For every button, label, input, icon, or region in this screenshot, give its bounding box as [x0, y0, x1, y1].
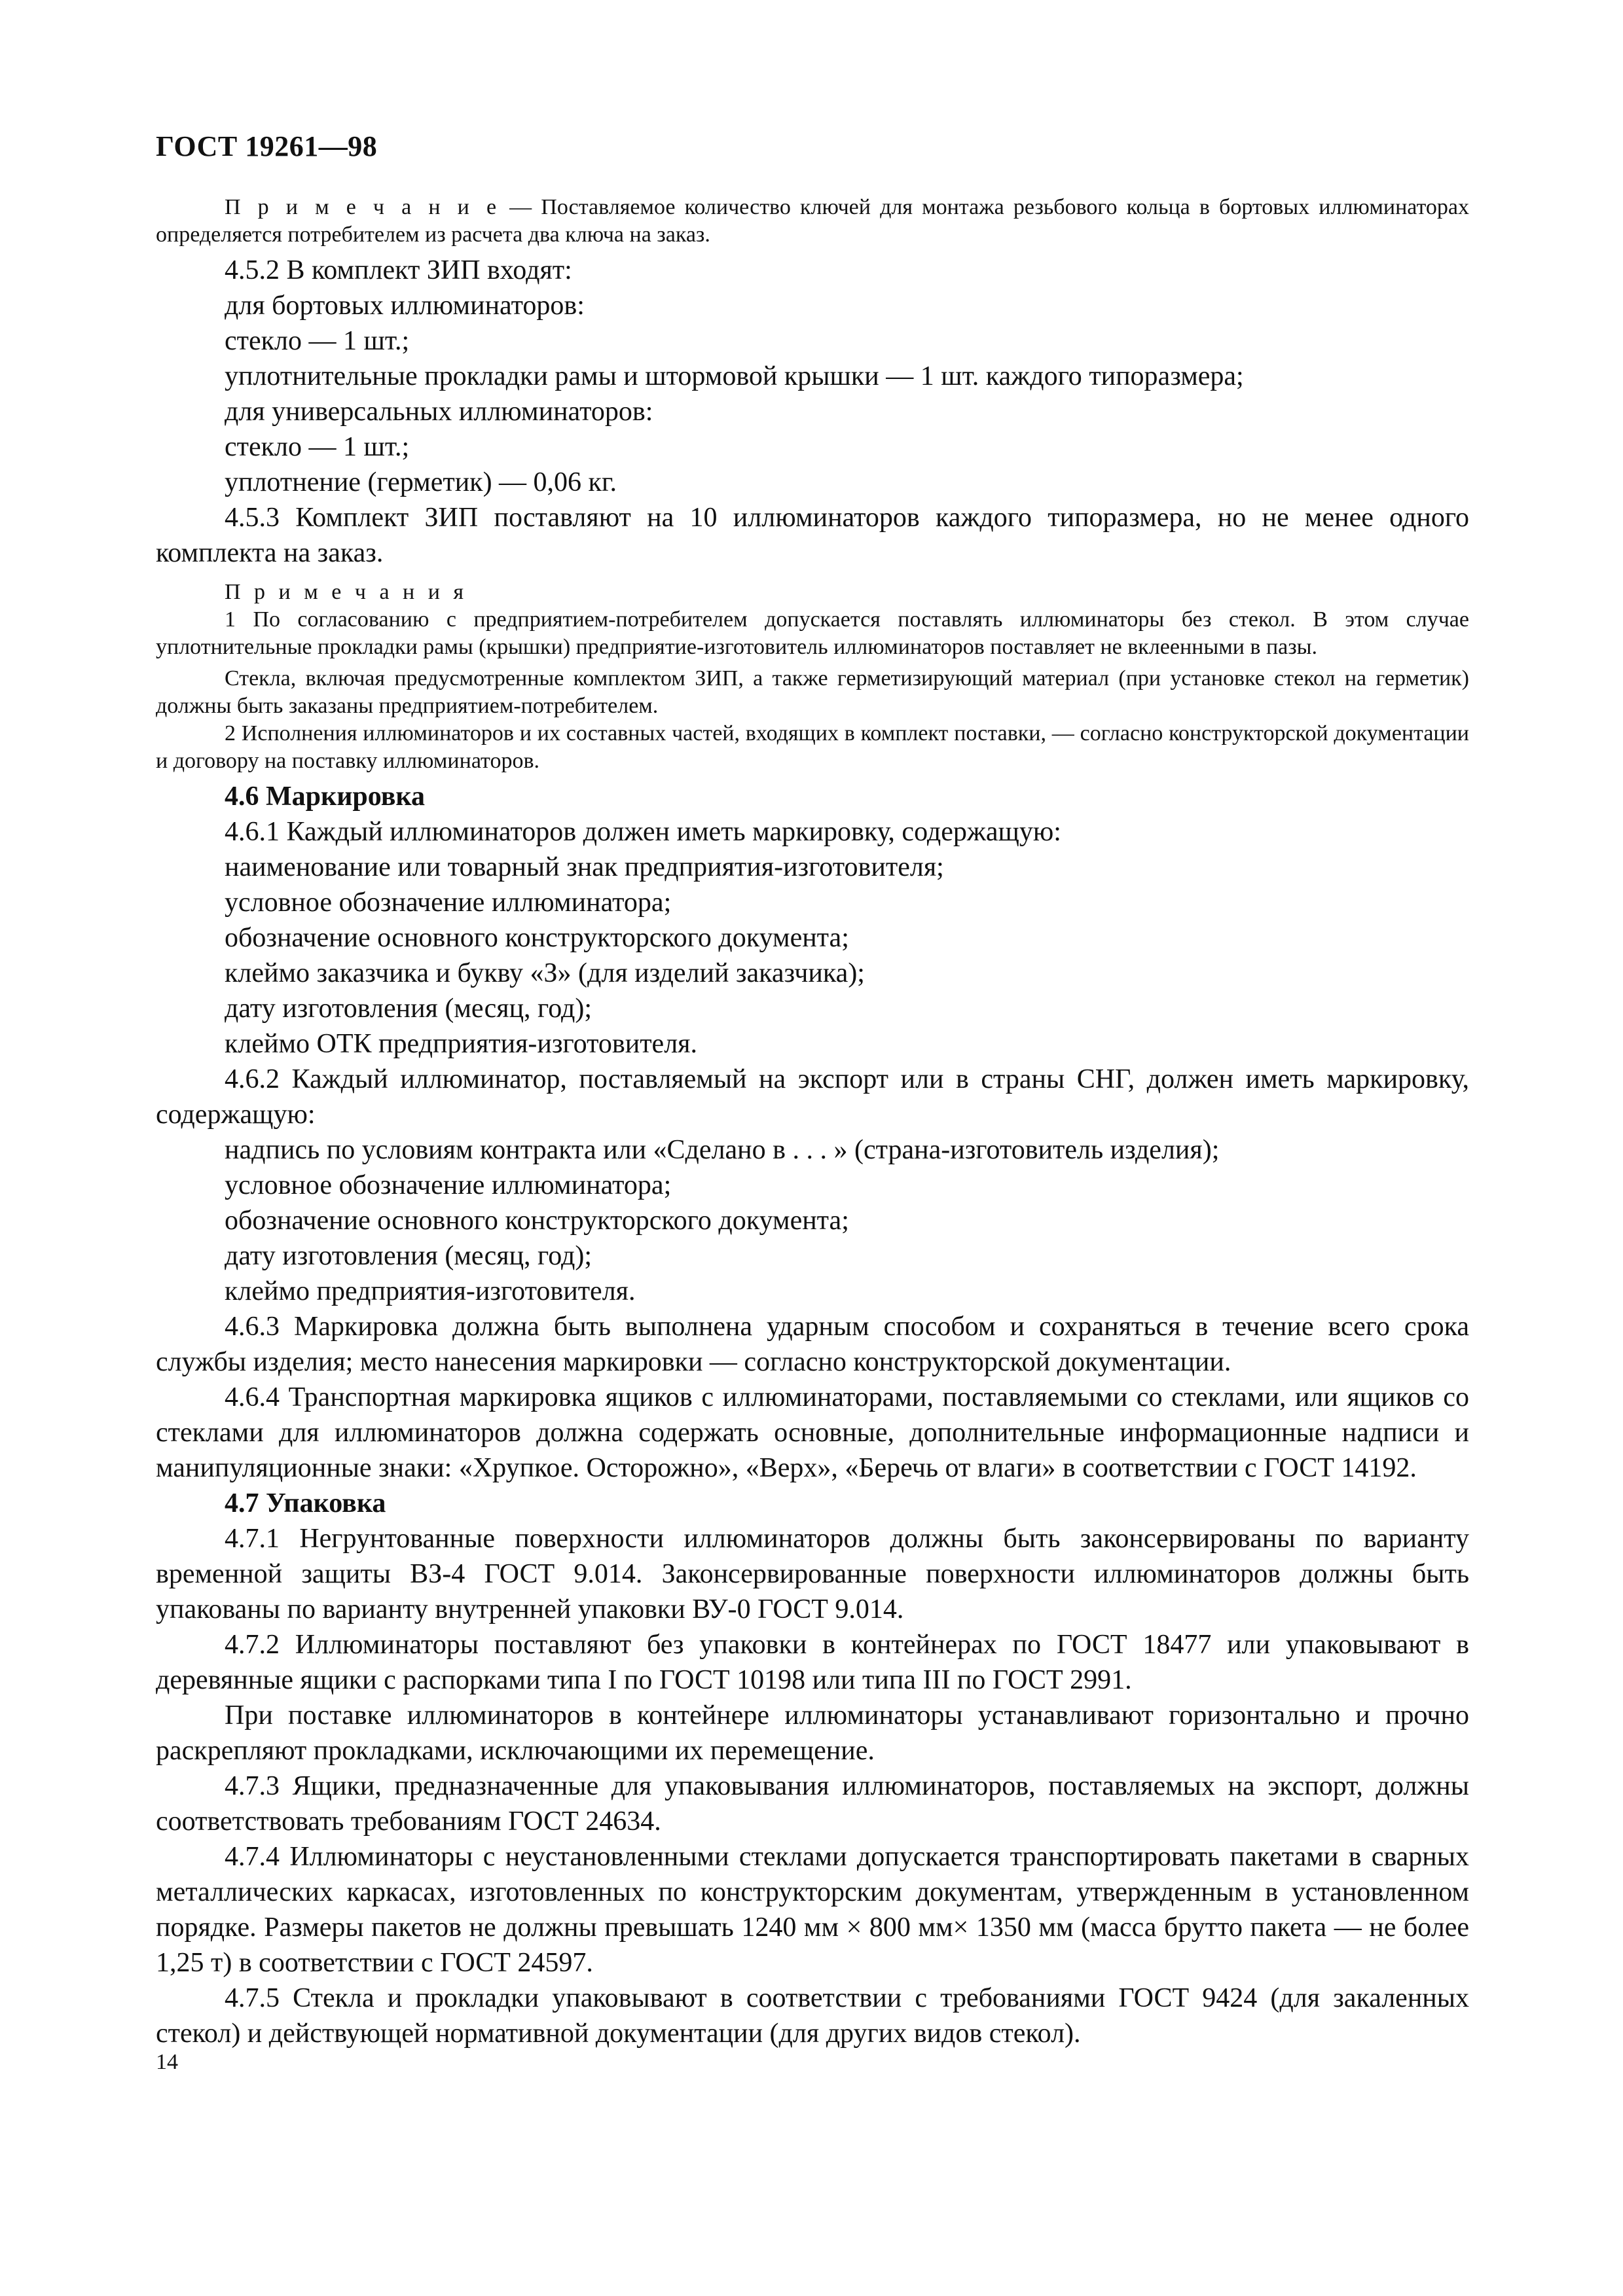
section-4-5-3: 4.5.3 Комплект ЗИП поставляют на 10 иллюминаторов каждого типоразмера, но не менее одного комплекта на заказ.: [156, 503, 1469, 568]
section-4-7-2: 4.7.2 Иллюминаторы поставляют без упаковки в контейнерах по ГОСТ 18477 или упаковывают в деревянные ящики с распорками типа I по ГОСТ 10198 или типа III по ГОСТ 2991.: [156, 1630, 1469, 1695]
section-heading-packaging: 4.7 Упаковка: [225, 1488, 386, 1518]
list-item: условное обозначение иллюминатора;: [225, 1170, 672, 1200]
note-1-continued: Стекла, включая предусмотренные комплектом ЗИП, а также герметизирующий материал (при установке стекол на герметик) должны быть заказаны предприятием-потребителем.: [156, 666, 1469, 718]
note-paragraph: [156, 194, 1469, 249]
note-text: — Поставляемое количество ключей для монтажа резьбового кольца в бортовых иллюминаторах определяется потребителем из расчета два ключа на заказ.: [156, 195, 1469, 247]
list-item: клеймо предприятия-изготовителя.: [225, 1276, 636, 1306]
list-item: дату изготовления (месяц, год);: [225, 994, 593, 1024]
list-item: для универсальных иллюминаторов:: [225, 397, 653, 427]
section-4-6-1: 4.6.1 Каждый иллюминаторов должен иметь маркировку, содержащую:: [225, 817, 1061, 847]
section-4-7-1: 4.7.1 Негрунтованные поверхности иллюминаторов должны быть законсервированы по варианту временной защиты ВЗ-4 ГОСТ 9.014. Законсервированные поверхности иллюминаторов должны быть упакованы по варианту внутренней упаковки ВУ-0 ГОСТ 9.014.: [156, 1524, 1469, 1624]
list-item: уплотнение (герметик) — 0,06 кг.: [225, 467, 617, 497]
section-4-5-2-intro: 4.5.2 В комплект ЗИП входят:: [225, 255, 572, 285]
list-item: наименование или товарный знак предприятия-изготовителя;: [225, 852, 944, 882]
section-4-7-4: 4.7.4 Иллюминаторы с неустановленными стеклами допускается транспортировать пакетами в сварных металлических каркасах, изготовленных по конструкторским документам, утвержденным в установленном порядке. Размеры пакетов не должны превышать 1240 мм × 800 мм× 1350 мм (масса брутто пакета — не более 1,25 т) в соответствии с ГОСТ 24597.: [156, 1842, 1469, 1978]
list-item: обозначение основного конструкторского документа;: [225, 923, 849, 953]
page-number: 14: [156, 2050, 178, 2074]
list-item: стекло — 1 шт.;: [225, 326, 410, 356]
list-item: клеймо заказчика и букву «З» (для изделий заказчика);: [225, 958, 865, 988]
note-label: П р и м е ч а н и е: [225, 195, 501, 219]
list-item: клеймо ОТК предприятия-изготовителя.: [225, 1029, 697, 1059]
list-item: для бортовых иллюминаторов:: [225, 291, 585, 321]
list-item: уплотнительные прокладки рамы и штормовой крышки — 1 шт. каждого типоразмера;: [225, 361, 1244, 391]
list-item: надпись по условиям контракта или «Сделано в . . . » (страна-изготовитель изделия);: [225, 1135, 1220, 1165]
section-4-6-4: 4.6.4 Транспортная маркировка ящиков с иллюминаторами, поставляемыми со стеклами, или ящиков со стеклами для иллюминаторов должна содержать основные, дополнительные информационные надписи и манипуляционные знаки: «Хрупкое. Осторожно», «Верх», «Беречь от влаги» в соответствии с ГОСТ 14192.: [156, 1382, 1469, 1483]
list-item: дату изготовления (месяц, год);: [225, 1241, 593, 1271]
note-2: 2 Исполнения иллюминаторов и их составных частей, входящих в комплект поставки, — согласно конструкторской документации и договору на поставку иллюминаторов.: [156, 721, 1469, 773]
section-4-7-3: 4.7.3 Ящики, предназначенные для упаковывания иллюминаторов, поставляемых на экспорт, должны соответствовать требованиям ГОСТ 24634.: [156, 1771, 1469, 1837]
section-4-7-2-continued: При поставке иллюминаторов в контейнере иллюминаторы устанавливают горизонтально и прочно раскрепляют прокладками, исключающими их перемещение.: [156, 1700, 1469, 1766]
section-4-6-3: 4.6.3 Маркировка должна быть выполнена ударным способом и сохраняться в течение всего срока службы изделия; место нанесения маркировки — согласно конструкторской документации.: [156, 1312, 1469, 1377]
section-heading-marking: 4.6 Маркировка: [225, 781, 425, 812]
list-item: стекло — 1 шт.;: [225, 432, 410, 462]
note-1: 1 По согласованию с предприятием-потребителем допускается поставлять иллюминаторы без стекол. В этом случае уплотнительные прокладки рамы (крышки) предприятие-изготовитель иллюминаторов поставляет не вклеенными в пазы.: [156, 607, 1469, 659]
document-page: [156, 128, 1469, 2051]
section-4-6-2: 4.6.2 Каждый иллюминатор, поставляемый на экспорт или в страны СНГ, должен иметь маркировку, содержащую:: [156, 1064, 1469, 1130]
notes-label: П р и м е ч а н и я: [225, 580, 468, 604]
list-item: обозначение основного конструкторского документа;: [225, 1206, 849, 1236]
list-item: условное обозначение иллюминатора;: [225, 888, 672, 918]
document-header: ГОСТ 19261—98: [156, 130, 378, 162]
section-4-7-5: 4.7.5 Стекла и прокладки упаковывают в соответствии с требованиями ГОСТ 9424 (для закаленных стекол) и действующей нормативной документации (для других видов стекол).: [156, 1983, 1469, 2049]
